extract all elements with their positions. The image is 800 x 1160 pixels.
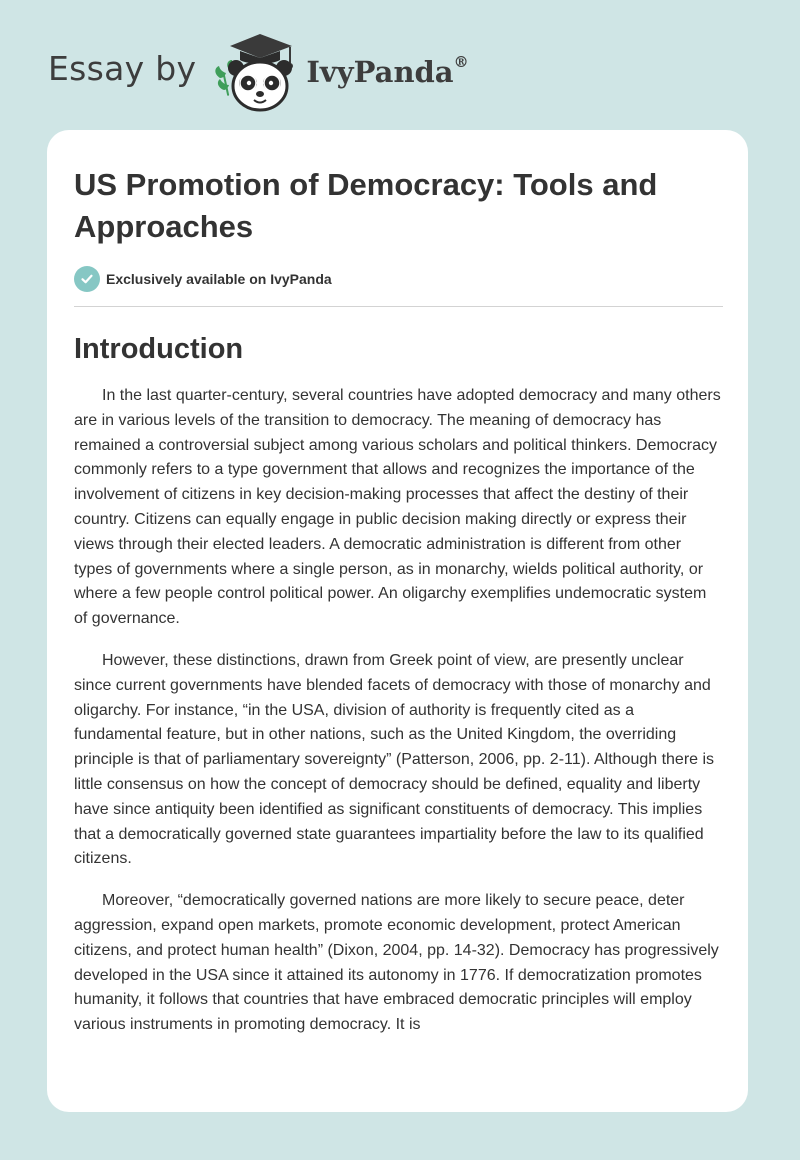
site-header <box>48 28 469 114</box>
check-circle-icon <box>74 266 100 292</box>
exclusive-badge <box>74 266 723 292</box>
badge-label: Exclusively available on IvyPanda <box>106 271 332 287</box>
paragraph: However, these distinctions, drawn from Greek point of view, are presently unclear since current governments have blended facets of democracy with those of monarchy and oligarchy. For instance, “in the USA, division of authority is frequently cited as a fundamental feature, but in other nations, such as the United Kingdom, the overriding principle is that of parliamentary sovereignty” (Patterson, 2006, pp. 2-11). Although there is little consensus on how the concept of democracy should be defined, equality and liberty have since antiquity been identified as significant constituents of democracy. This implies that a democratically governed state guarantees impartiality before the law to its qualified citizens. <box>74 651 715 868</box>
page-title: US Promotion of Democracy: Tools and Approaches <box>74 167 658 244</box>
panda-graduation-cap-icon[interactable] <box>210 28 302 114</box>
essay-by-label: Essay by <box>48 48 197 88</box>
registered-mark: ® <box>453 53 469 72</box>
section-heading: Introduction <box>74 333 244 365</box>
paragraph: In the last quarter-century, several countries have adopted democracy and many others are in various levels of the transition to democracy. The meaning of democracy has remained a controversial subject among various scholars and political thinkers. Democracy commonly refers to a type government that allows and recognizes the importance of the involvement of citizens in key decision-making processes that affect the destiny of their country. Citizens can equally engage in public decision making directly or express their views through their elected leaders. A democratic administration is different from other types of governments where a single person, as in monarchy, wields political authority, or where a few people control political power. An oligarchy exemplifies undemocratic system of governance. <box>74 387 721 628</box>
paragraph: Moreover, “democratically governed nations are more likely to secure peace, deter aggression, expand open markets, promote economic development, protect American citizens, and protect human health” (Dixon, 2004, pp. 14-32). Democracy has progressively developed in the USA since it attained its autonomy in 1776. If democratization promotes humanity, it follows that countries that have embraced democratic principles will employ various instruments in promoting democracy. It is <box>74 892 719 1034</box>
brand-name[interactable] <box>306 55 468 89</box>
divider <box>74 306 723 307</box>
brand-name-text: IvyPanda <box>306 55 454 89</box>
essay-card <box>47 130 748 1112</box>
essay-content <box>74 164 723 1038</box>
